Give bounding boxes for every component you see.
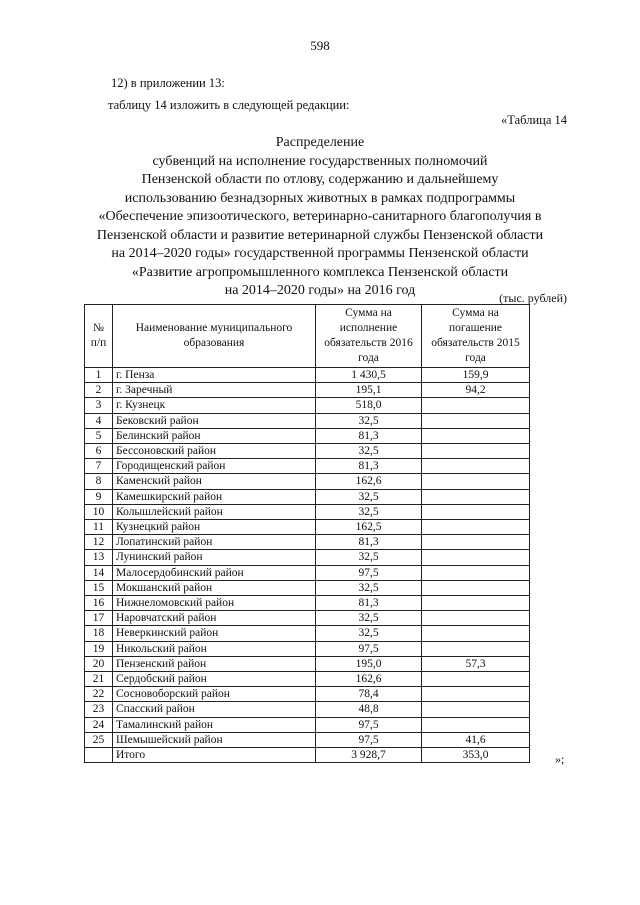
sum-2016: 81,3 — [316, 535, 422, 550]
header-name: Наименование муниципального образования — [113, 305, 316, 368]
title-line: на 2014–2020 годы» государственной программы Пензенской области — [111, 246, 529, 261]
sum-2016: 97,5 — [316, 732, 422, 747]
table-row — [85, 520, 530, 535]
sum-2015 — [422, 398, 530, 413]
sum-2016: 32,5 — [316, 413, 422, 428]
row-number: 20 — [85, 656, 113, 671]
sum-2015: 159,9 — [422, 368, 530, 383]
sum-2015 — [422, 596, 530, 611]
title-line: Пензенской области по отлову, содержанию и дальнейшему — [141, 172, 499, 187]
sum-2015 — [422, 428, 530, 443]
sum-2015 — [422, 702, 530, 717]
table-row — [85, 444, 530, 459]
sum-2016: 81,3 — [316, 428, 422, 443]
municipality-name: Шемышейский район — [113, 732, 316, 747]
total-number — [85, 748, 113, 763]
row-number: 16 — [85, 596, 113, 611]
municipality-name: Неверкинский район — [113, 626, 316, 641]
sum-2015 — [422, 474, 530, 489]
municipality-name: г. Кузнецк — [113, 398, 316, 413]
sum-2016: 162,6 — [316, 474, 422, 489]
row-number: 4 — [85, 413, 113, 428]
table-row — [85, 596, 530, 611]
table-row — [85, 687, 530, 702]
table-body — [85, 368, 530, 763]
municipality-name: Лунинский район — [113, 550, 316, 565]
municipality-name: Белинский район — [113, 428, 316, 443]
header-sum-2015: Сумма на погашение обязательств 2015 года — [422, 305, 530, 368]
table-row — [85, 474, 530, 489]
table-row — [85, 611, 530, 626]
sum-2016: 97,5 — [316, 717, 422, 732]
sum-2015 — [422, 520, 530, 535]
table-row — [85, 413, 530, 428]
table-row — [85, 428, 530, 443]
municipality-name: г. Пенза — [113, 368, 316, 383]
table-row — [85, 535, 530, 550]
page-number: 598 — [310, 38, 330, 53]
sum-2015 — [422, 550, 530, 565]
sum-2015 — [422, 459, 530, 474]
municipality-name: Колышлейский район — [113, 504, 316, 519]
title-line: субвенций на исполнение государственных полномочий — [152, 153, 488, 169]
sum-2016: 32,5 — [316, 626, 422, 641]
units-label: (тыс. рублей) — [499, 291, 567, 305]
municipality-name: Камешкирский район — [113, 489, 316, 504]
table-row — [85, 717, 530, 732]
row-number: 8 — [85, 474, 113, 489]
sum-2015 — [422, 672, 530, 687]
total-sum-2016: 3 928,7 — [316, 748, 422, 763]
sum-2015 — [422, 611, 530, 626]
sum-2015 — [422, 489, 530, 504]
row-number: 25 — [85, 732, 113, 747]
row-number: 11 — [85, 520, 113, 535]
sum-2015: 57,3 — [422, 656, 530, 671]
table-row — [85, 383, 530, 398]
municipality-name: Наровчатский район — [113, 611, 316, 626]
title-line: использованию безнадзорных животных в рамках подпрограммы — [124, 190, 516, 206]
municipality-name: Сосновоборский район — [113, 687, 316, 702]
title-line: «Развитие агропромышленного комплекса Пензенской области — [131, 264, 509, 280]
table-row — [85, 672, 530, 687]
sum-2015 — [422, 504, 530, 519]
sum-2015 — [422, 641, 530, 656]
municipality-name: Тамалинский район — [113, 717, 316, 732]
municipality-name: Мокшанский район — [113, 580, 316, 595]
total-sum-2015: 353,0 — [422, 748, 530, 763]
sum-2016: 97,5 — [316, 565, 422, 580]
title-line: «Обеспечение эпизоотического, ветеринарно-санитарного благополучия в — [98, 209, 542, 224]
municipality-name: Городищенский район — [113, 459, 316, 474]
table-row — [85, 489, 530, 504]
title-line: на 2014–2020 годы» на 2016 год — [224, 283, 416, 298]
sum-2015: 94,2 — [422, 383, 530, 398]
sum-2015 — [422, 626, 530, 641]
table-row — [85, 641, 530, 656]
sum-2015 — [422, 565, 530, 580]
intro-line-2: таблицу 14 изложить в следующей редакции: — [108, 98, 350, 112]
sum-2015 — [422, 687, 530, 702]
municipality-name: г. Заречный — [113, 383, 316, 398]
row-number: 12 — [85, 535, 113, 550]
row-number: 3 — [85, 398, 113, 413]
sum-2015 — [422, 444, 530, 459]
row-number: 1 — [85, 368, 113, 383]
sum-2016: 32,5 — [316, 580, 422, 595]
table-row — [85, 504, 530, 519]
table-row — [85, 580, 530, 595]
sum-2016: 32,5 — [316, 504, 422, 519]
table-row — [85, 702, 530, 717]
municipality-name: Бековский район — [113, 413, 316, 428]
closing-quote: »; — [555, 752, 565, 766]
row-number: 23 — [85, 702, 113, 717]
sum-2016: 1 430,5 — [316, 368, 422, 383]
sum-2016: 518,0 — [316, 398, 422, 413]
sum-2016: 195,0 — [316, 656, 422, 671]
table-row — [85, 398, 530, 413]
title-line: Пензенской области и развитие ветеринарной службы Пензенской области — [96, 227, 544, 243]
municipality-name: Малосердобинский район — [113, 565, 316, 580]
municipality-name: Лопатинский район — [113, 535, 316, 550]
sum-2016: 97,5 — [316, 641, 422, 656]
row-number: 17 — [85, 611, 113, 626]
header-sum-2016: Сумма на исполнение обязательств 2016 года — [316, 305, 422, 368]
row-number: 24 — [85, 717, 113, 732]
sum-2015 — [422, 535, 530, 550]
subsidy-table — [84, 304, 530, 763]
table-header-row — [85, 305, 530, 368]
municipality-name: Сердобский район — [113, 672, 316, 687]
table-row — [85, 732, 530, 747]
municipality-name: Пензенский район — [113, 656, 316, 671]
sum-2015: 41,6 — [422, 732, 530, 747]
sum-2016: 32,5 — [316, 550, 422, 565]
table-reference: «Таблица 14 — [501, 113, 567, 127]
row-number: 9 — [85, 489, 113, 504]
row-number: 6 — [85, 444, 113, 459]
sum-2016: 32,5 — [316, 444, 422, 459]
row-number: 13 — [85, 550, 113, 565]
row-number: 21 — [85, 672, 113, 687]
row-number: 2 — [85, 383, 113, 398]
sum-2016: 81,3 — [316, 459, 422, 474]
sum-2016: 32,5 — [316, 611, 422, 626]
municipality-name: Спасский район — [113, 702, 316, 717]
sum-2016: 81,3 — [316, 596, 422, 611]
row-number: 19 — [85, 641, 113, 656]
sum-2015 — [422, 717, 530, 732]
table-row — [85, 550, 530, 565]
header-num: № п/п — [85, 305, 113, 368]
sum-2016: 78,4 — [316, 687, 422, 702]
table-row — [85, 368, 530, 383]
sum-2016: 162,6 — [316, 672, 422, 687]
row-number: 14 — [85, 565, 113, 580]
table-row — [85, 565, 530, 580]
municipality-name: Кузнецкий район — [113, 520, 316, 535]
intro-line-1: 12) в приложении 13: — [111, 76, 225, 90]
municipality-name: Никольский район — [113, 641, 316, 656]
sum-2016: 162,5 — [316, 520, 422, 535]
municipality-name: Каменский район — [113, 474, 316, 489]
municipality-name: Бессоновский район — [113, 444, 316, 459]
row-number: 15 — [85, 580, 113, 595]
row-number: 22 — [85, 687, 113, 702]
sum-2016: 32,5 — [316, 489, 422, 504]
row-number: 18 — [85, 626, 113, 641]
table-row — [85, 656, 530, 671]
municipality-name: Нижнеломовский район — [113, 596, 316, 611]
sum-2016: 195,1 — [316, 383, 422, 398]
row-number: 5 — [85, 428, 113, 443]
table-row — [85, 626, 530, 641]
sum-2016: 48,8 — [316, 702, 422, 717]
title-line: Распределение — [275, 135, 365, 150]
table-total-row — [85, 748, 530, 763]
row-number: 10 — [85, 504, 113, 519]
document-title — [60, 134, 580, 301]
sum-2015 — [422, 580, 530, 595]
row-number: 7 — [85, 459, 113, 474]
table-row — [85, 459, 530, 474]
sum-2015 — [422, 413, 530, 428]
total-label: Итого — [113, 748, 316, 763]
